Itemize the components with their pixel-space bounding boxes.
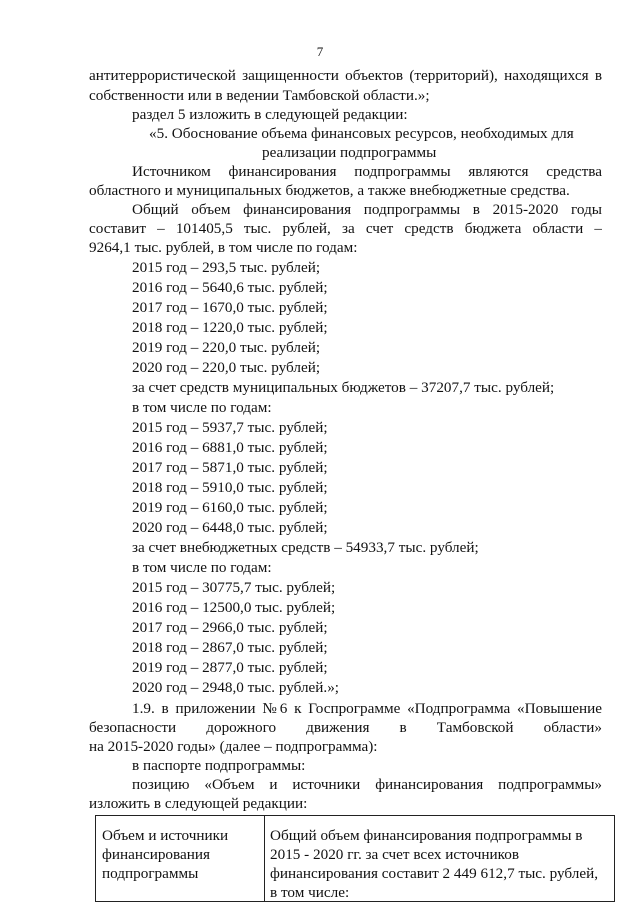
year-item: 2020 год – 220,0 тыс. рублей;: [132, 359, 321, 376]
text-line: изложить в следующей редакции:: [89, 795, 308, 812]
text-line: в том числе по годам:: [132, 399, 272, 416]
text-line: в паспорте подпрограммы:: [132, 757, 306, 774]
table-cell-line: в том числе:: [270, 884, 350, 901]
year-item: 2020 год – 6448,0 тыс. рублей;: [132, 519, 328, 536]
year-item: 2016 год – 6881,0 тыс. рублей;: [132, 439, 328, 456]
year-item: 2015 год – 293,5 тыс. рублей;: [132, 259, 321, 276]
text-line: в том числе по годам:: [132, 559, 272, 576]
text-line: раздел 5 изложить в следующей редакции:: [132, 106, 408, 123]
text-line: Общий объем финансирования подпрограммы в 2015-2020 годы: [132, 201, 602, 218]
year-item: 2016 год – 5640,6 тыс. рублей;: [132, 279, 328, 296]
table-cell-line: 2015 - 2020 гг. за счет всех источников: [270, 846, 520, 863]
table-cell-line: Объем и источники: [102, 827, 229, 844]
year-item: 2017 год – 1670,0 тыс. рублей;: [132, 299, 328, 316]
page-number: 7: [316, 44, 324, 59]
text-line: за счет внебюджетных средств – 54933,7 тыс. рублей;: [132, 539, 479, 556]
table-cell-line: финансирования: [102, 846, 210, 863]
text-line: Источником финансирования подпрограммы являются средства: [132, 163, 602, 180]
year-item: 2017 год – 5871,0 тыс. рублей;: [132, 459, 328, 476]
year-item: 2018 год – 2867,0 тыс. рублей;: [132, 639, 328, 656]
year-item: 2020 год – 2948,0 тыс. рублей.»;: [132, 679, 340, 696]
year-item: 2017 год – 2966,0 тыс. рублей;: [132, 619, 328, 636]
table-cell-line: финансирования составит 2 449 612,7 тыс. рублей,: [270, 865, 599, 882]
year-item: 2019 год – 220,0 тыс. рублей;: [132, 339, 321, 356]
year-item: 2015 год – 5937,7 тыс. рублей;: [132, 419, 328, 436]
text-line: позицию «Объем и источники финансирования подпрограммы»: [132, 776, 602, 793]
financing-table: [95, 815, 615, 902]
text-line: областного и муниципальных бюджетов, а также внебюджетные средства.: [89, 182, 570, 199]
year-item: 2018 год – 1220,0 тыс. рублей;: [132, 319, 328, 336]
section-heading-cont: реализации подпрограммы: [262, 144, 437, 161]
year-item: 2015 год – 30775,7 тыс. рублей;: [132, 579, 336, 596]
text-line: на 2015-2020 годы» (далее – подпрограмма):: [89, 738, 378, 755]
text-line: безопасности дорожного движения в Тамбовской области»: [89, 719, 602, 736]
text-line: 9264,1 тыс. рублей, в том числе по годам:: [89, 239, 358, 256]
table-cell-value: [270, 826, 610, 902]
text-line: за счет средств муниципальных бюджетов – 37207,7 тыс. рублей;: [132, 379, 555, 396]
table-divider: [264, 816, 265, 901]
text-line: 1.9. в приложении №6 к Госпрограмме «Подпрограмма «Повышение: [132, 700, 602, 717]
section-heading: «5. Обоснование объема финансовых ресурсов, необходимых для: [149, 125, 574, 142]
text-line: составит – 101405,5 тыс. рублей, за счет средств бюджета области –: [89, 220, 602, 237]
year-item: 2018 год – 5910,0 тыс. рублей;: [132, 479, 328, 496]
table-cell-line: подпрограммы: [102, 865, 199, 882]
year-item: 2019 год – 2877,0 тыс. рублей;: [132, 659, 328, 676]
text-line: собственности или в ведении Тамбовской области.»;: [89, 87, 430, 104]
year-item: 2019 год – 6160,0 тыс. рублей;: [132, 499, 328, 516]
year-item: 2016 год – 12500,0 тыс. рублей;: [132, 599, 336, 616]
text-line: антитеррористической защищенности объектов (территорий), находящихся в: [89, 67, 602, 84]
table-cell-line: Общий объем финансирования подпрограммы в: [270, 827, 583, 844]
table-cell-label: [102, 826, 260, 883]
